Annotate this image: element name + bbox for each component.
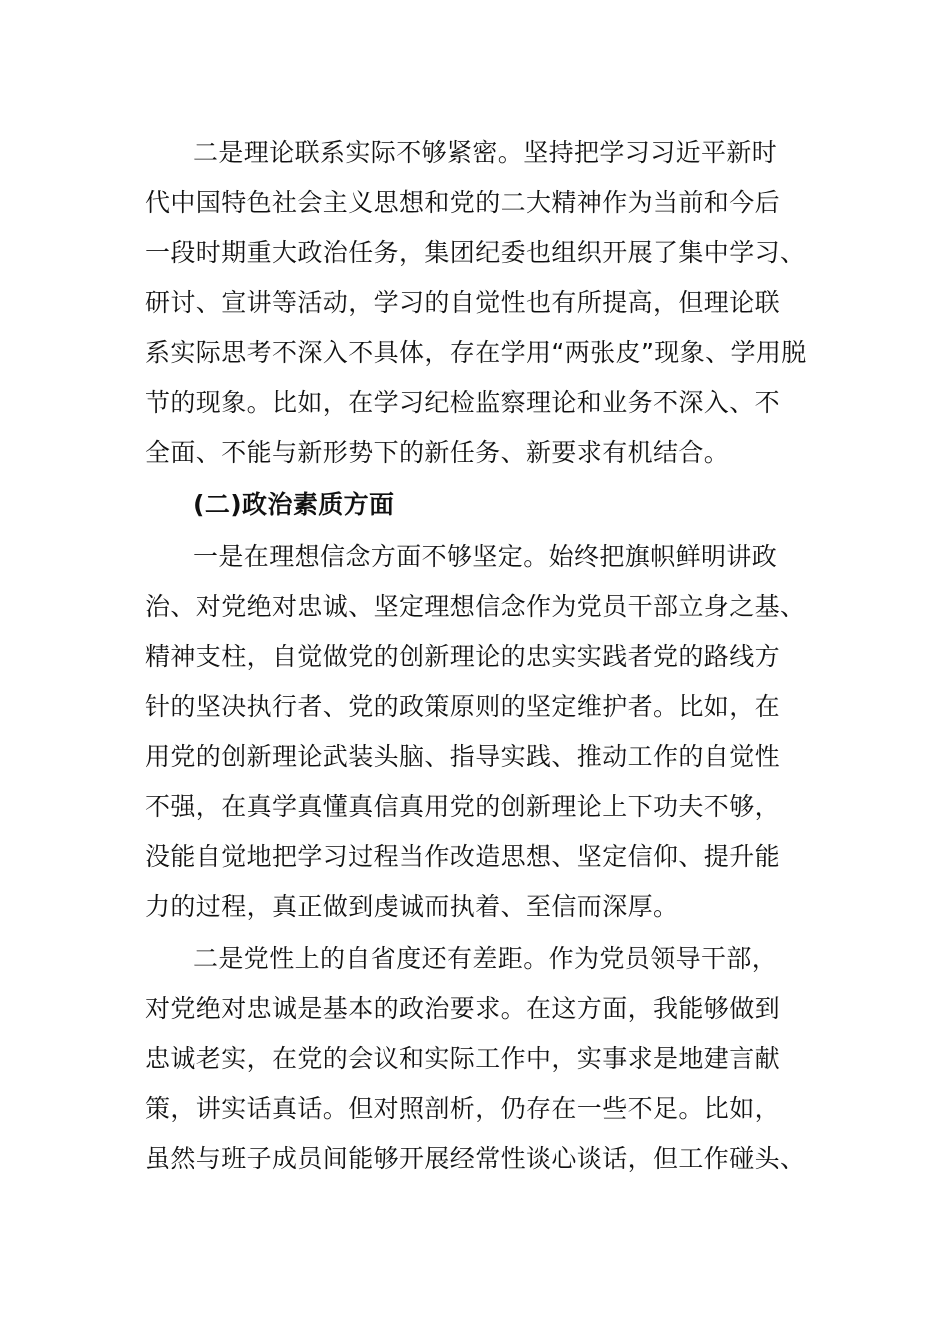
paragraph-3-line-1: 二是党性上的自省度还有差距。作为党员领导干部， [193,944,778,973]
paragraph-2-line-6: 不强，在真学真懂真信真用党的创新理论上下功夫不够， [145,792,781,821]
paragraph-2-line-3: 精神支柱，自觉做党的创新理论的忠实实践者党的路线方 [145,642,781,671]
paragraph-1-line-2: 代中国特色社会主义思想和党的二大精神作为当前和今后 [145,188,781,217]
paragraph-2-line-4: 针的坚决执行者、党的政策原则的坚定维护者。比如，在 [145,692,781,721]
paragraph-1-line-3: 一段时期重大政治任务，集团纪委也组织开展了集中学习、 [145,238,806,267]
paragraph-3-line-4: 策，讲实话真话。但对照剖析，仍存在一些不足。比如， [145,1094,781,1123]
paragraph-3-line-2: 对党绝对忠诚是基本的政治要求。在这方面，我能够做到 [145,994,781,1023]
paragraph-2-line-1: 一是在理想信念方面不够坚定。始终把旗帜鲜明讲政 [193,542,778,571]
paragraph-1-line-4: 研讨、宣讲等活动，学习的自觉性也有所提高，但理论联 [145,288,781,317]
paragraph-2-line-2: 治、对党绝对忠诚、坚定理想信念作为党员干部立身之基、 [145,592,806,621]
paragraph-2-line-7: 没能自觉地把学习过程当作改造思想、坚定信仰、提升能 [145,842,781,871]
paragraph-2-line-5: 用党的创新理论武装头脑、指导实践、推动工作的自觉性 [145,742,781,771]
section-heading: (二)政治素质方面 [193,490,395,519]
paragraph-2-line-8: 力的过程，真正做到虔诚而执着、至信而深厚。 [145,892,679,921]
paragraph-1-line-5: 系实际思考不深入不具体，存在学用“两张皮”现象、学用脱 [145,338,807,367]
paragraph-1-line-7: 全面、不能与新形势下的新任务、新要求有机结合。 [145,438,730,467]
paragraph-1-line-1: 二是理论联系实际不够紧密。坚持把学习习近平新时 [193,138,778,167]
paragraph-3-line-3: 忠诚老实，在党的会议和实际工作中，实事求是地建言献 [145,1044,781,1073]
paragraph-1-line-6: 节的现象。比如，在学习纪检监察理论和业务不深入、不 [145,388,781,417]
paragraph-3-line-5: 虽然与班子成员间能够开展经常性谈心谈话，但工作碰头、 [145,1144,806,1173]
